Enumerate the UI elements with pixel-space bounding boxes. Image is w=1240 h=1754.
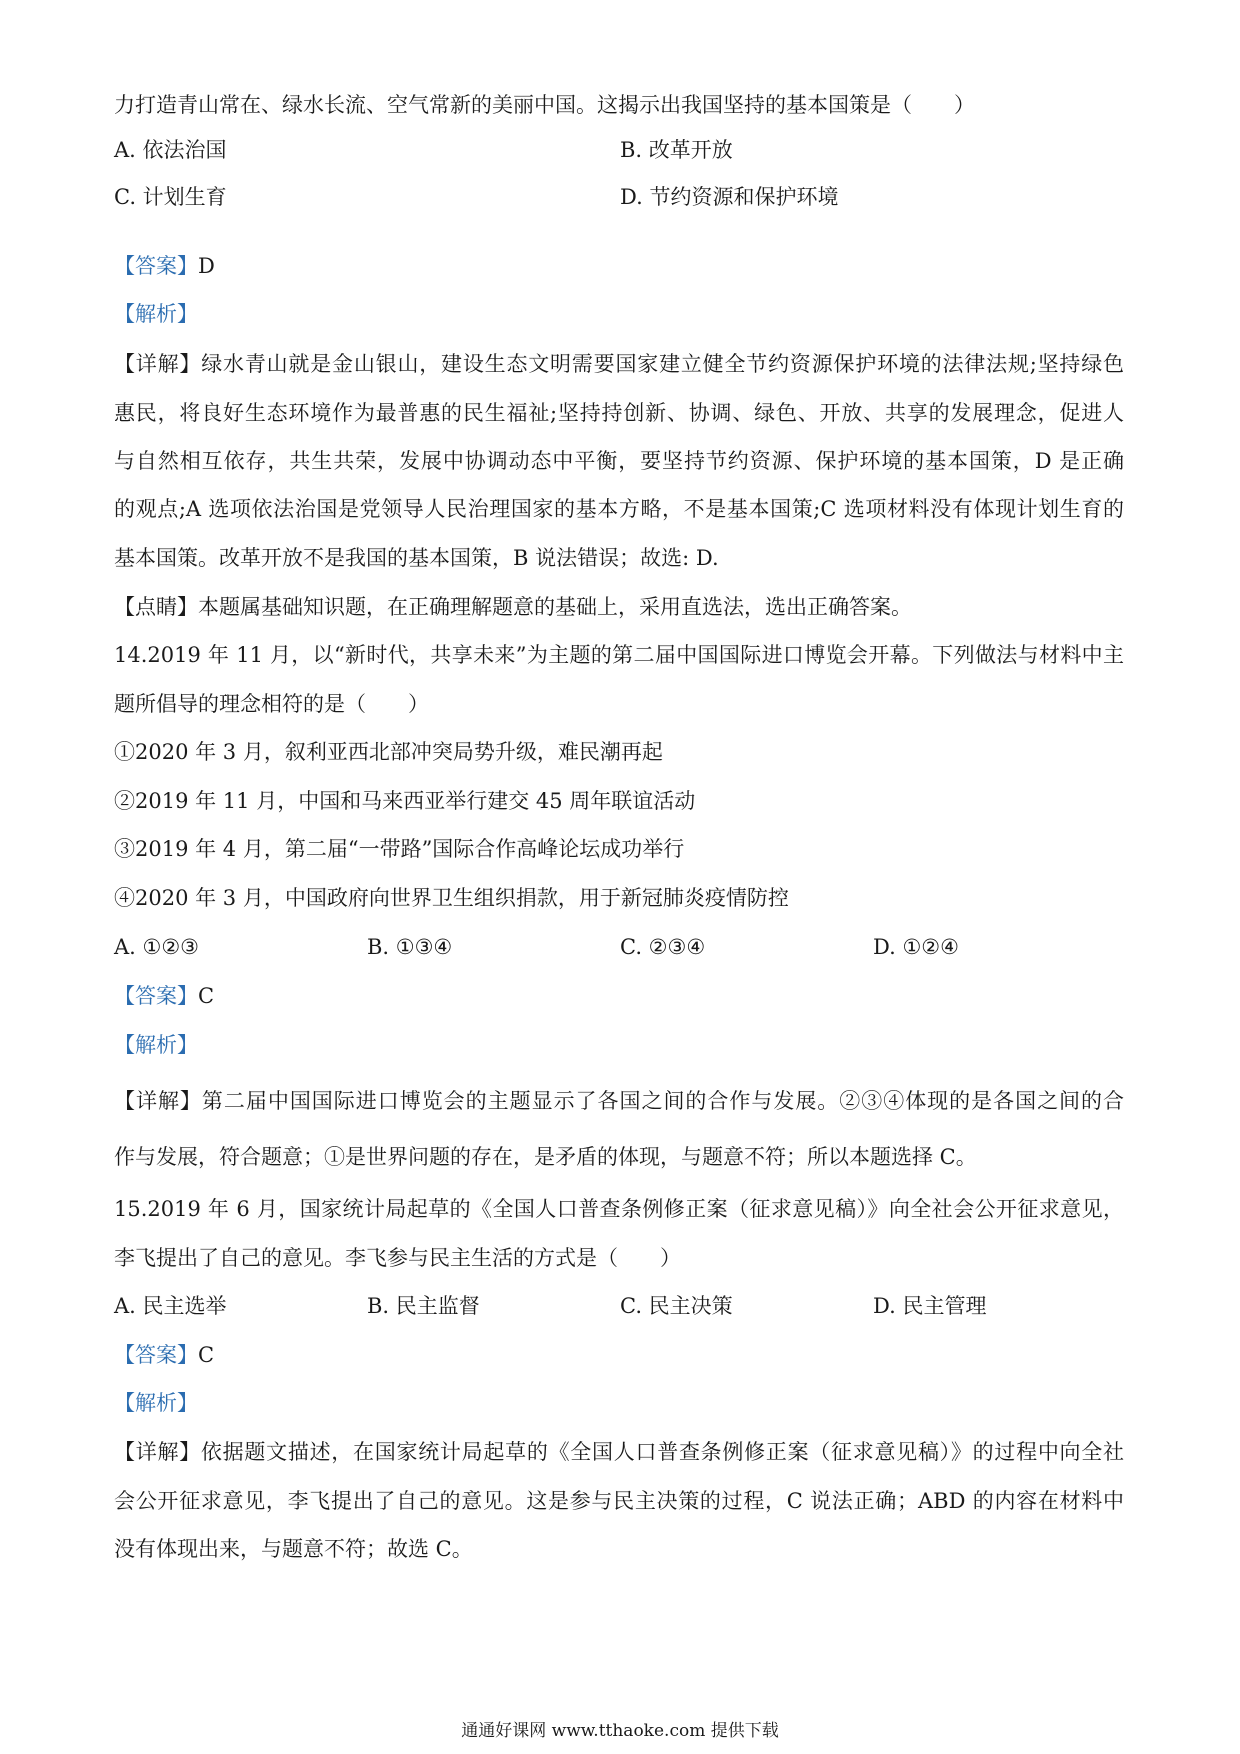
q13-option-c: C. 计划生育	[114, 185, 227, 209]
analysis-tag: 【解析】	[114, 1391, 198, 1415]
point-tag: 【点睛】	[114, 595, 198, 619]
q15-answer	[114, 1340, 1124, 1370]
q14-option-b: B. ①③④	[367, 935, 453, 959]
answer-tag: 【答案】	[114, 254, 198, 278]
detail-text: 第二届中国国际进口博览会的主题显示了各国之间的合作与发展。②③④体现的是各国之间的合	[201, 1089, 1125, 1113]
answer-value: C	[198, 984, 215, 1008]
q14-item-1: ①2020 年 3 月，叙利亚西北部冲突局势升级，难民潮再起	[114, 740, 663, 764]
q13-detail-line-2: 惠民，将良好生态环境作为最普惠的民生福祉;坚持持创新、协调、绿色、开放、共享的发展理念，促进人	[114, 401, 1124, 425]
q13-detail-line-5: 基本国策。改革开放不是我国的基本国策，B 说法错误；故选: D.	[114, 546, 719, 570]
answer-tag: 【答案】	[114, 1343, 198, 1367]
q14-item-4: ④2020 年 3 月，中国政府向世界卫生组织捐款，用于新冠肺炎疫情防控	[114, 886, 789, 910]
detail-tag: 【详解】	[114, 1089, 202, 1113]
q14-detail-line-2: 作与发展，符合题意；①是世界问题的存在，是矛盾的体现，与题意不符；所以本题选择 C。	[114, 1145, 977, 1169]
answer-value: D	[198, 254, 215, 278]
q15-option-b: B. 民主监督	[367, 1294, 480, 1318]
analysis-tag: 【解析】	[114, 302, 198, 326]
detail-tag: 【详解】	[114, 352, 202, 376]
q15-option-d: D. 民主管理	[873, 1294, 987, 1318]
q14-item-2: ②2019 年 11 月，中国和马来西亚举行建交 45 周年联谊活动	[114, 789, 696, 813]
q14-answer	[114, 981, 1124, 1011]
page-footer: 通通好课网 www.tthaoke.com 提供下载	[461, 1721, 779, 1741]
point-text: 本题属基础知识题，在正确理解题意的基础上，采用直选法，选出正确答案。	[198, 595, 912, 619]
q13-option-d: D. 节约资源和保护环境	[620, 185, 839, 209]
detail-text: 绿水青山就是金山银山，建设生态文明需要国家建立健全节约资源保护环境的法律法规;坚持绿色	[201, 352, 1125, 376]
q14-option-d: D. ①②④	[873, 935, 959, 959]
q14-detail-line-1	[114, 1086, 1124, 1116]
q15-option-a: A. 民主选举	[114, 1294, 227, 1318]
q13-analysis-heading	[114, 299, 1124, 329]
answer-tag: 【答案】	[114, 984, 198, 1008]
q14-option-a: A. ①②③	[114, 935, 199, 959]
q14-analysis-heading	[114, 1030, 1124, 1060]
q13-stem: 力打造青山常在、绿水长流、空气常新的美丽中国。这揭示出我国坚持的基本国策是（ ）	[114, 93, 975, 117]
q13-detail-line-3: 与自然相互依存，共生共荣，发展中协调动态中平衡，要坚持节约资源、保护环境的基本国策，D 是正确	[114, 449, 1124, 473]
q13-detail-line-1	[114, 349, 1124, 379]
analysis-tag: 【解析】	[114, 1033, 198, 1057]
q15-detail-line-3: 没有体现出来，与题意不符；故选 C。	[114, 1537, 473, 1561]
q13-point	[114, 592, 1124, 622]
q15-stem-line-1: 15.2019 年 6 月，国家统计局起草的《全国人口普查条例修正案（征求意见稿）》向全社会公开征求意见，	[114, 1197, 1124, 1221]
q14-item-3: ③2019 年 4 月，第二届“一带路”国际合作高峰论坛成功举行	[114, 837, 685, 861]
q15-detail-line-1	[114, 1437, 1124, 1467]
detail-tag: 【详解】	[114, 1440, 201, 1464]
q14-stem-line-2: 题所倡导的理念相符的是（ ）	[114, 692, 429, 716]
q15-option-c: C. 民主决策	[620, 1294, 733, 1318]
detail-text: 依据题文描述，在国家统计局起草的《全国人口普查条例修正案（征求意见稿）》的过程中向全社	[200, 1440, 1125, 1464]
q13-option-a: A. 依法治国	[114, 138, 227, 162]
q15-analysis-heading	[114, 1388, 1124, 1418]
q13-answer	[114, 251, 1124, 281]
answer-value: C	[198, 1343, 215, 1367]
q13-detail-line-4: 的观点;A 选项依法治国是党领导人民治理国家的基本方略，不是基本国策;C 选项材料没有体现计划生育的	[114, 497, 1124, 521]
q14-option-c: C. ②③④	[620, 935, 706, 959]
q15-stem-line-2: 李飞提出了自己的意见。李飞参与民主生活的方式是（ ）	[114, 1246, 681, 1270]
q14-stem-line-1: 14.2019 年 11 月，以“新时代，共享未来”为主题的第二届中国国际进口博览会开幕。下列做法与材料中主	[114, 643, 1124, 667]
q15-detail-line-2: 会公开征求意见，李飞提出了自己的意见。这是参与民主决策的过程，C 说法正确；ABD 的内容在材料中	[114, 1489, 1124, 1513]
q13-option-b: B. 改革开放	[620, 138, 733, 162]
